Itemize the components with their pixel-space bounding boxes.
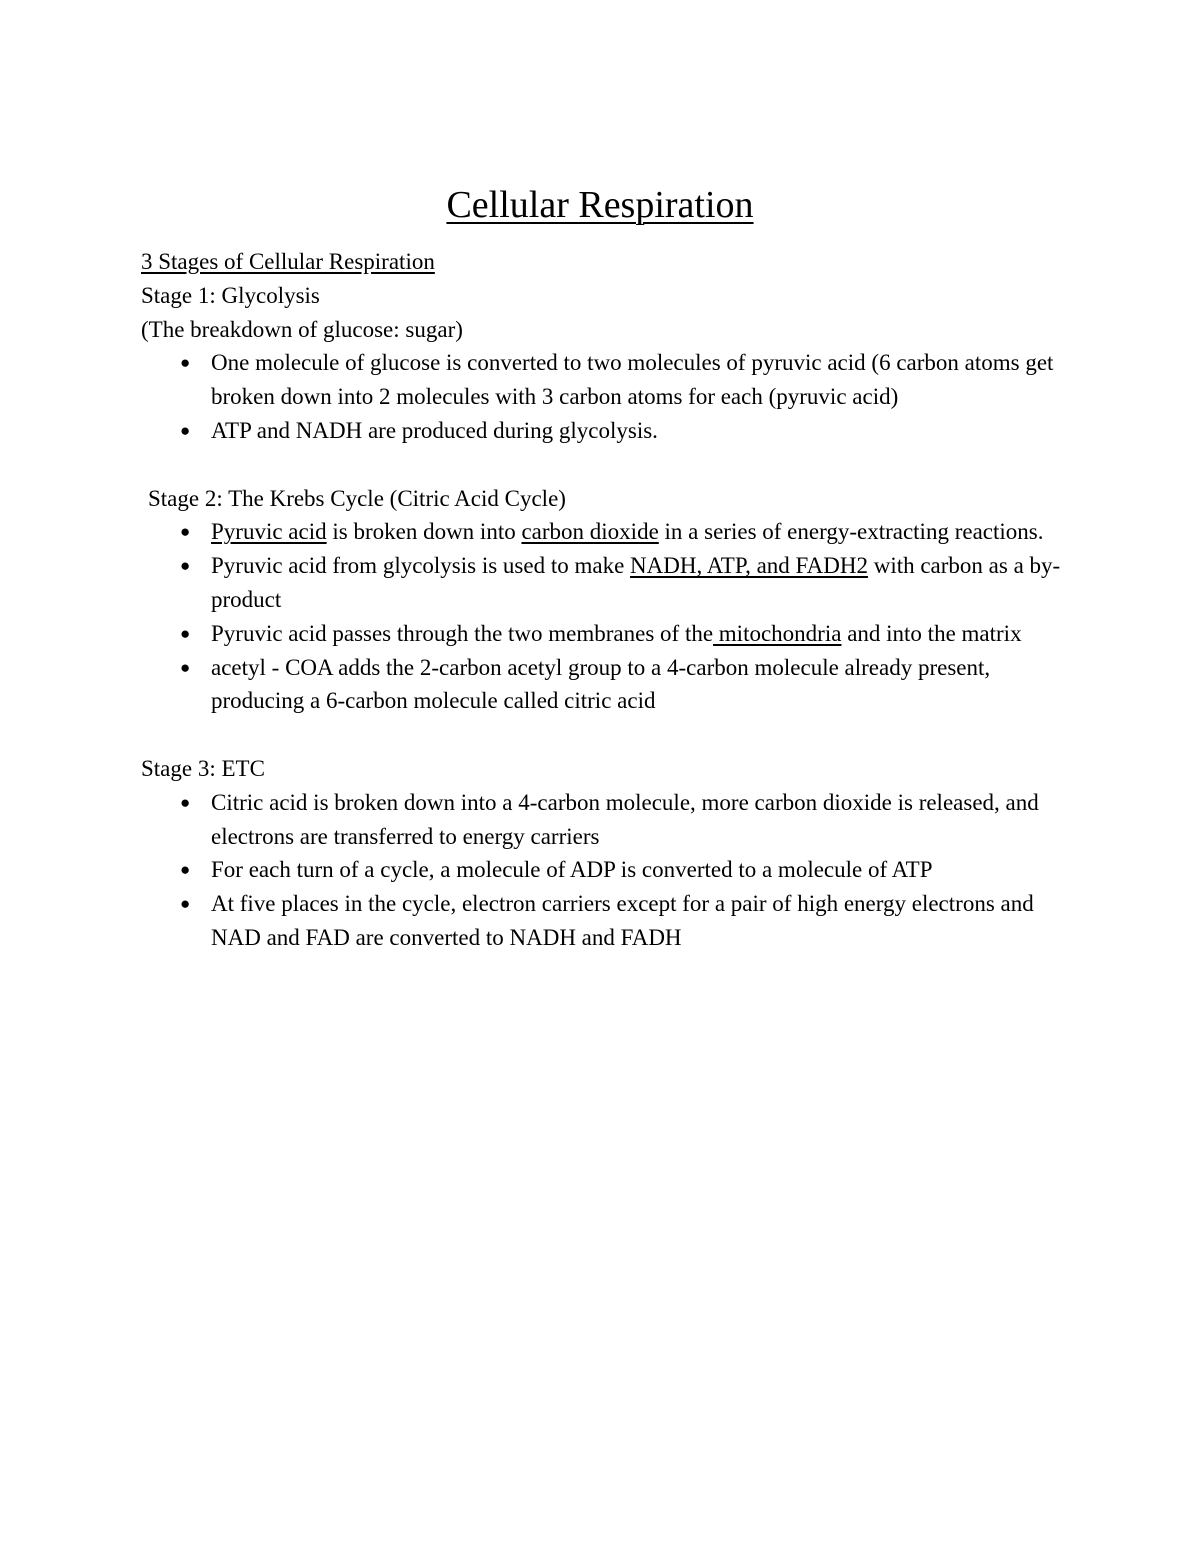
bullet-icon: ● (180, 522, 191, 542)
section-heading: 3 Stages of Cellular Respiration (141, 249, 435, 274)
bullet-icon: ● (180, 860, 191, 880)
list-item (141, 414, 1061, 448)
list-item (141, 651, 1061, 719)
stage1-label: Stage 1: Glycolysis (141, 282, 320, 308)
bullet-icon: ● (180, 657, 191, 677)
bullet-text: Citric acid is broken down into a 4-carbon molecule, more carbon dioxide is released, and electrons are transferred to energy carriers (211, 789, 1039, 849)
page-title: Cellular Respiration (446, 184, 754, 226)
stage1-bullet-list (141, 346, 1061, 447)
list-item (141, 549, 1061, 617)
bullet-text: with carbon as a by-product (211, 553, 1061, 612)
list-item (141, 617, 1061, 651)
underlined-term: NADH, ATP, and FADH2 (630, 553, 868, 579)
document-body (141, 245, 1061, 955)
stage1-note: (The breakdown of glucose: sugar) (141, 316, 463, 342)
bullet-icon: ● (180, 623, 191, 643)
bullet-text: Pyruvic acid from glycolysis is used to make (211, 553, 631, 579)
bullet-text: One molecule of glucose is converted to two molecules of pyruvic acid (6 carbon atoms get broken down into 2 molecules with 3 carbon atoms for each (pyruvic acid) (211, 350, 1054, 410)
bullet-text: is broken down into (326, 519, 522, 545)
list-item (141, 887, 1061, 955)
bullet-text: in a series of energy-extracting reactions. (658, 519, 1044, 545)
bullet-text: ATP and NADH are produced during glycolysis. (211, 417, 658, 443)
bullet-text: At five places in the cycle, electron carriers except for a pair of high energy electrons and NAD and FAD are converted to NADH and FADH (211, 891, 1034, 950)
bullet-text: Pyruvic acid passes through the two membranes of the (211, 620, 714, 646)
list-item (141, 786, 1061, 854)
spacer (141, 718, 1061, 752)
stage3-bullet-list (141, 786, 1061, 955)
bullet-text: and into the matrix (841, 620, 1022, 646)
bullet-icon: ● (180, 420, 191, 440)
bullet-text: acetyl - COA adds the 2-carbon acetyl group to a 4-carbon molecule already present, producing a 6-carbon molecule called citric acid (211, 654, 991, 714)
list-item (141, 515, 1061, 549)
stage2-bullet-list (141, 515, 1061, 718)
spacer (141, 448, 1061, 482)
underlined-term: mitochondria (713, 620, 842, 646)
bullet-icon: ● (180, 894, 191, 914)
list-item (141, 346, 1061, 414)
stage2-label: Stage 2: The Krebs Cycle (Citric Acid Cycle) (148, 485, 566, 511)
underlined-term: Pyruvic acid (211, 519, 327, 545)
underlined-term: carbon dioxide (521, 519, 659, 545)
bullet-icon: ● (180, 792, 191, 812)
stage3-label: Stage 3: ETC (141, 755, 265, 781)
bullet-text: For each turn of a cycle, a molecule of ADP is converted to a molecule of ATP (211, 857, 933, 883)
list-item (141, 853, 1061, 887)
bullet-icon: ● (180, 556, 191, 576)
bullet-icon: ● (180, 353, 191, 373)
